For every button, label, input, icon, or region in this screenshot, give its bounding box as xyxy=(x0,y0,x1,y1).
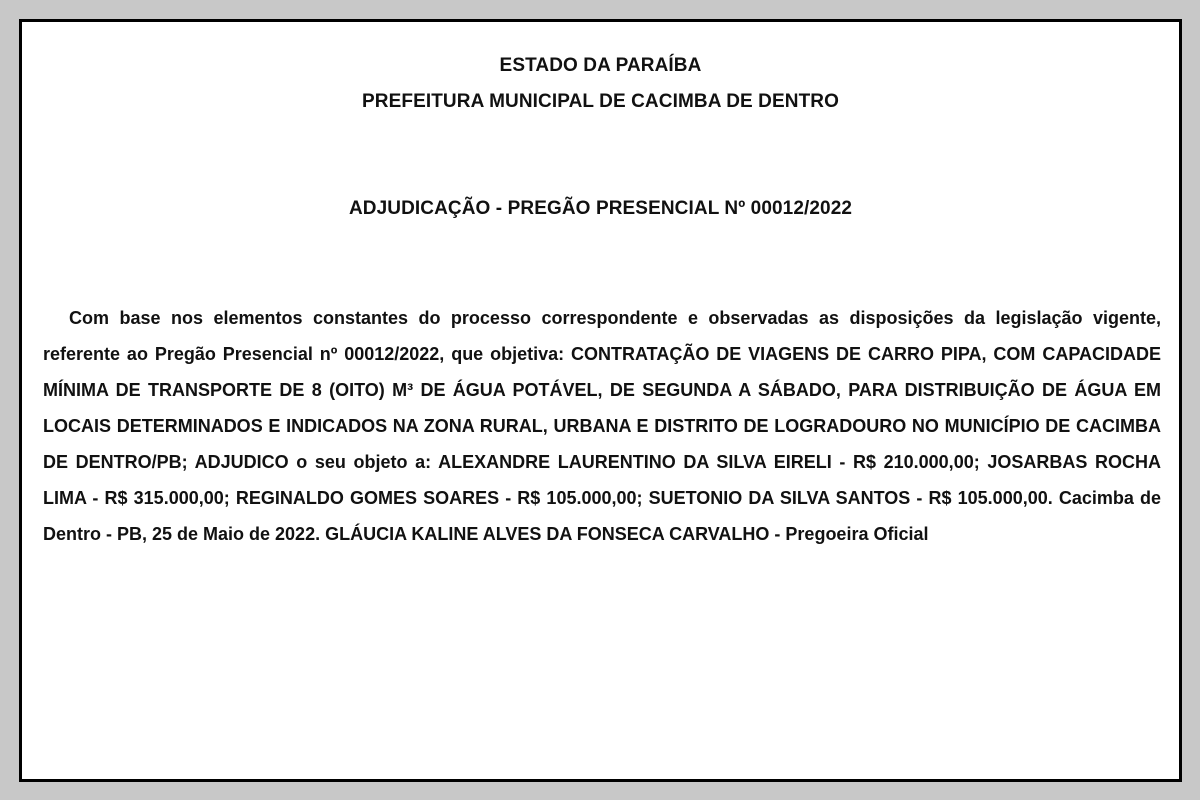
state-heading: ESTADO DA PARAÍBA xyxy=(499,55,702,76)
document-body: Com base nos elementos constantes do processo correspondente e observadas as disposições da legislação vigente, referente ao Pregão Presencial nº 00012/2022, que objetiva: CONTRATAÇÃO DE VIAGENS DE CARRO PIPA, COM CAPACIDADE MÍNIMA DE TRANSPORTE DE 8 (OITO) M³ DE ÁGUA POTÁVEL, DE SEGUNDA A SÁBADO, PARA DISTRIBUIÇÃO DE ÁGUA EM LOCAIS DETERMINADOS E INDICADOS NA ZONA RURAL, URBANA E DISTRITO DE LOGRADOURO NO MUNICÍPIO DE CACIMBA DE DENTRO/PB; ADJUDICO o seu objeto a: ALEXANDRE LAURENTINO DA SILVA EIRELI - R$ 210.000,00; JOSARBAS ROCHA LIMA - R$ 315.000,00; REGINALDO GOMES SOARES - R$ 105.000,00; SUETONIO DA SILVA SANTOS - R$ 105.000,00. Cacimba de Dentro - PB, 25 de Maio de 2022. GLÁUCIA KALINE ALVES DA FONSECA CARVALHO - Pregoeira Oficial xyxy=(43,308,1161,544)
document-title: ADJUDICAÇÃO - PREGÃO PRESENCIAL Nº 00012/2022 xyxy=(348,198,853,219)
municipality-heading: PREFEITURA MUNICIPAL DE CACIMBA DE DENTRO xyxy=(362,91,839,112)
document-sheet xyxy=(19,19,1182,782)
